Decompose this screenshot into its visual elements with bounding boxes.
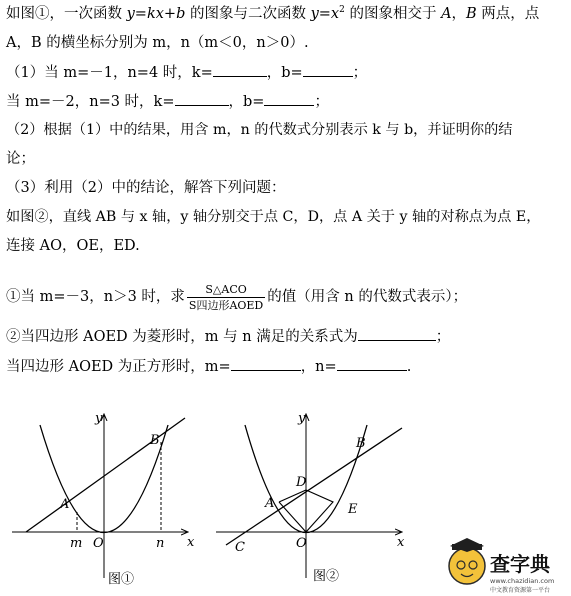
text-run: . <box>406 359 412 375</box>
origin-label: O <box>296 536 307 551</box>
text-run: ； <box>352 65 368 81</box>
mascot-icon <box>449 548 485 584</box>
figure-1 <box>12 411 195 587</box>
text-run: ，n= <box>300 359 337 375</box>
figure-2-caption: 图② <box>313 569 340 584</box>
y-axis-label: y <box>95 411 103 426</box>
point-d-label: D <box>296 475 307 490</box>
linear-function-expr: y=kx+b <box>126 6 186 22</box>
text-run: 如图①，一次函数 <box>6 6 127 22</box>
fraction-denominator: S四边形AOED <box>188 298 264 312</box>
text-run: 两点，点 <box>476 6 540 22</box>
point-e-label: E <box>348 502 358 517</box>
text-run: 当四边形 AOED 为正方形时，m= <box>6 359 231 375</box>
point-a-label: A <box>60 497 70 512</box>
line-2: A，B 的横坐标分别为 m，n（m＜0，n＞0）. <box>6 35 309 51</box>
point-label: B <box>466 6 477 22</box>
n-label: n <box>156 536 165 551</box>
text-run: ； <box>435 329 451 345</box>
line-ab <box>226 428 402 545</box>
origin-label: O <box>93 536 104 551</box>
point-b-label: B <box>356 436 366 451</box>
x-axis-label: x <box>187 535 195 550</box>
point-c-label: C <box>235 540 245 555</box>
line-7: （3）利用（2）中的结论，解答下列问题： <box>6 180 286 196</box>
text-run: 的图象与二次函数 <box>185 6 311 22</box>
text-run: ； <box>314 94 329 110</box>
text-run: 的图象相交于 <box>344 6 442 22</box>
text-run: ②当四边形 AOED 为菱形时，m 与 n 满足的关系式为 <box>6 329 358 345</box>
line-5: （2）根据（1）中的结果，用含 m，n 的代数式分别表示 k 与 b，并证明你的结 <box>6 122 513 138</box>
logo-tagline: 中文教育资源第一平台 <box>490 587 551 594</box>
figure-1-caption: 图① <box>108 572 135 587</box>
logo-url: www.chazidian.com <box>490 577 555 585</box>
x-axis-label: x <box>397 535 405 550</box>
figure-2 <box>216 411 405 584</box>
fraction-numerator: S△ACO <box>187 282 265 298</box>
text-run: ， <box>451 6 467 22</box>
quadratic-function-expr: y=x <box>310 6 340 22</box>
y-axis-label: y <box>298 411 306 426</box>
point-label: A <box>441 6 452 22</box>
point-a-label: A <box>265 496 275 511</box>
text-run: （1）当 m=－1，n=4 时，k= <box>6 65 213 81</box>
logo-name: 查字典 <box>490 552 550 576</box>
exponent: 2 <box>339 5 345 16</box>
text-run: 当 m=－2，n=3 时，k= <box>6 94 175 110</box>
m-label: m <box>70 536 83 551</box>
point-b-label: B <box>150 433 160 448</box>
chazidian-logo <box>449 538 554 594</box>
text-run: ，b= <box>228 94 265 110</box>
text-run: ，b= <box>266 65 303 81</box>
line-6: 论； <box>6 151 35 167</box>
line-9: 连接 AO，OE，ED. <box>6 238 140 254</box>
text-run: 的值（用含 n 的代数式表示）； <box>267 289 468 305</box>
line-8: 如图②，直线 AB 与 x 轴，y 轴分别交于点 C，D，点 A 关于 y 轴的对称点为点 E， <box>6 209 541 225</box>
text-run: ①当 m=－3，n＞3 时，求 <box>6 289 185 305</box>
